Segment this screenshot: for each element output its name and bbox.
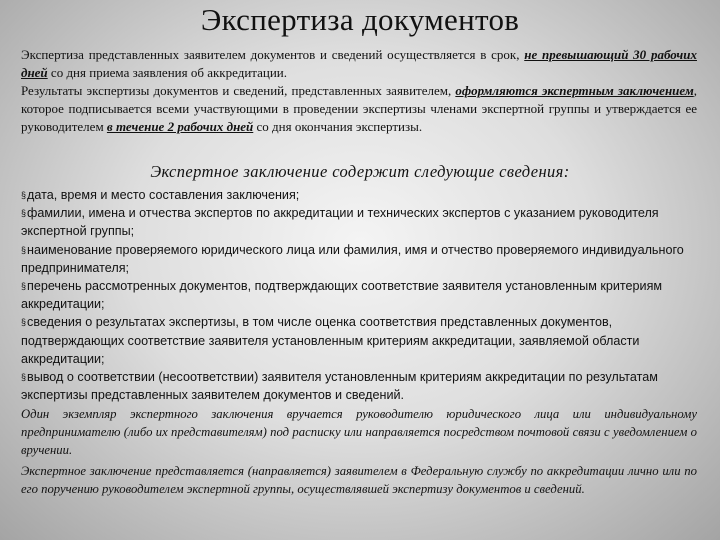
list-item-text: вывод о соответствии (несоответствии) заявителя установленным критериям аккредитации по результатам экспертизы представленных заявителем документов и сведений. [21, 370, 658, 403]
bullet-icon: § [21, 317, 27, 328]
bullet-icon: § [21, 208, 27, 219]
intro-text-segment: , которое подписывается всеми участвующими в проведении экспертизы членами экспертной группы и утверждается ее руководителем [21, 83, 697, 134]
page-title: Экспертиза документов [200, 2, 520, 37]
deadline-2-days: в течение 2 рабочих дней [106, 119, 254, 134]
notes [21, 405, 697, 501]
section-heading: Экспертное заключение содержит следующие сведения: [150, 162, 570, 181]
list-item-text: фамилии, имена и отчества экспертов по аккредитации и технических экспертов с указанием руководителя экспертной группы; [21, 206, 659, 239]
intro-text-segment: со дня приема заявления об аккредитации. [47, 65, 288, 80]
intro-paragraph-2 [21, 82, 697, 136]
list-item [21, 204, 697, 240]
intro-text-segment: со дня окончания экспертизы. [253, 119, 423, 134]
list-item [21, 277, 697, 313]
list-item-text: дата, время и место составления заключения; [27, 188, 300, 202]
intro-text-segment: Экспертиза представленных заявителем документов и сведений осуществляется в срок, [21, 47, 525, 62]
contents-list [21, 186, 697, 404]
intro-text-segment: Результаты экспертизы документов и сведений, представленных заявителем, [21, 83, 456, 98]
intro-paragraph-1 [21, 46, 697, 82]
list-item-text: сведения о результатах экспертизы, в том числе оценка соответствия представленных документов, подтверждающих соответствие заявителя установленным критериям аккредитации, заявляемой области аккредитации; [21, 315, 640, 366]
note-submission: Экспертное заключение представляется (направляется) заявителем в Федеральную службу по аккредитации лично или по его поручению руководителем экспертной группы, осуществлявшей экспертизу документов и сведений. [21, 464, 697, 496]
list-item-text: перечень рассмотренных документов, подтверждающих соответствие заявителя установленным критериям аккредитации; [21, 279, 663, 312]
list-item [21, 313, 697, 368]
list-item-text: наименование проверяемого юридического лица или фамилия, имя и отчество проверяемого индивидуального предпринимателя; [21, 242, 684, 275]
bullet-icon: § [21, 244, 27, 255]
list-item [21, 241, 697, 277]
intro-text [21, 46, 697, 136]
bullet-icon: § [21, 281, 27, 292]
deadline-30-days: не превышающий 30 рабочих дней [21, 47, 697, 80]
bullet-icon: § [21, 190, 27, 200]
expert-conclusion-emphasis: оформляются экспертным заключением [455, 83, 694, 98]
list-item [21, 186, 697, 204]
bullet-icon: § [21, 372, 27, 383]
note-delivery: Один экземпляр экспертного заключения вручается руководителю юридического лица или индивидуальному предпринимателю (либо их представителям) под расписку или направляется посредством почтовой связи с уведомлением о вручении. [21, 407, 697, 457]
list-item [21, 368, 697, 404]
